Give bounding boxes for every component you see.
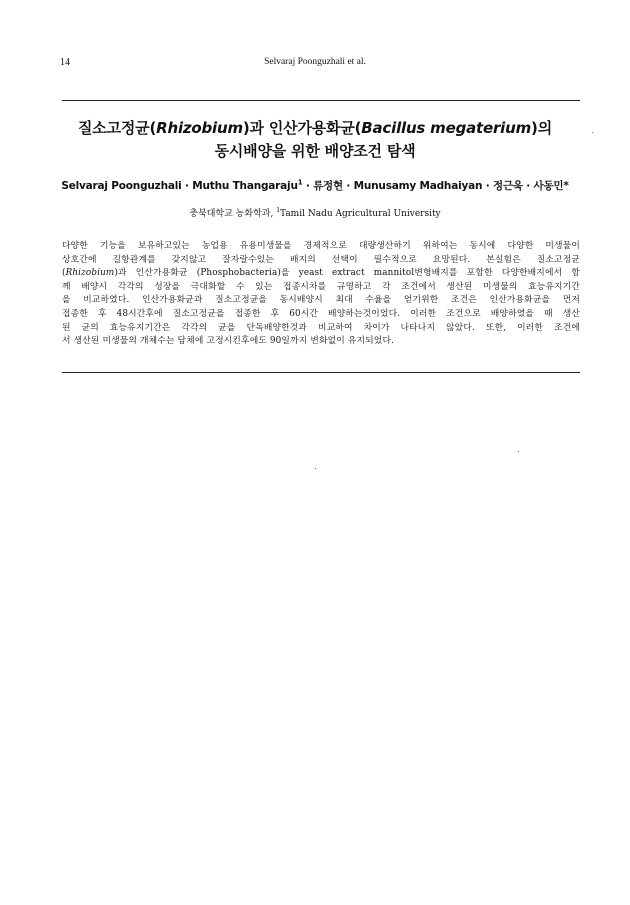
top-rule xyxy=(62,100,580,101)
speck xyxy=(592,132,593,133)
author-list xyxy=(30,178,600,193)
title-text-3: )의 xyxy=(531,119,552,137)
abstract-line: 접종한 후 48시간후에 질소고정균을 접종한 후 60시간 배양하는것이었다. 이러한 조건으로 배양하였을 때 생산 xyxy=(62,308,580,319)
abstract-text: ( xyxy=(62,268,66,279)
affiliation-text-2: Tamil Nadu Agricultural University xyxy=(280,209,441,219)
running-head: Selvaraj Poonguzhali et al. xyxy=(264,57,366,67)
abstract-line: 서 생산된 미생물의 개체수는 담체에 고정시킨후에도 90일까지 변화없이 유지되었다. xyxy=(62,336,395,347)
affiliation-sup: 1 xyxy=(276,207,281,214)
title-text-2: )과 인산가용화균( xyxy=(242,119,362,137)
title-sci-name-1: Rhizobium xyxy=(156,119,243,137)
affiliation-text-1: 충북대학교 농화학과, xyxy=(189,209,277,219)
title-line-1 xyxy=(40,117,590,140)
authors-text-1: Selvaraj Poonguzhali · Muthu Thangaraju xyxy=(61,180,298,192)
speck xyxy=(518,451,519,452)
bottom-rule xyxy=(62,372,580,373)
authors-sup: 1 xyxy=(297,178,303,187)
abstract-line: 상호간에 길항관계를 갖지않고 잘자랄수있는 배지의 선택이 필수적으로 요망된다. 본실험은 질소고정균 xyxy=(62,254,580,265)
abstract-sci-name: Rhizobium xyxy=(65,268,115,279)
paper-title xyxy=(40,117,590,163)
abstract-text: )과 인산가용화균 (Phosphobacteria)을 yeast extract mannitol변형배지를 포함한 다양한배지에서 함 xyxy=(114,268,580,279)
abstract xyxy=(62,240,580,349)
abstract-line: 다양한 기능을 보유하고있는 농업용 유용미생물을 경제적으로 대량생산하기 위하여는 동시에 다양한 미생물이 xyxy=(62,241,580,251)
title-text-1: 질소고정균( xyxy=(78,119,157,137)
title-line-2: 동시배양을 위한 배양조건 탐색 xyxy=(214,142,416,160)
abstract-line: 께 배양시 각각의 성장을 극대화할 수 있는 접종시차를 규명하고 각 조건에서 생산된 미생물의 효능유지기간 xyxy=(62,281,580,292)
abstract-line: 된 균의 효능유지기간은 각각의 균을 단독배양한것과 비교하여 차이가 나타나지 않았다. 또한, 이러한 조건에 xyxy=(62,322,580,333)
abstract-line xyxy=(62,267,580,281)
abstract-line: 을 비교하였다. 인산가용화균과 질소고정균을 동시배양시 최대 수율을 얻기위한 조건은 인산가용화균을 먼저 xyxy=(62,295,580,306)
affiliation xyxy=(0,206,630,219)
page-number: 14 xyxy=(60,57,70,68)
title-sci-name-2: Bacillus megaterium xyxy=(361,119,532,137)
speck xyxy=(315,468,316,469)
authors-text-2: · 류정현 · Munusamy Madhaiyan · 정근욱 · 사동민* xyxy=(302,180,569,192)
